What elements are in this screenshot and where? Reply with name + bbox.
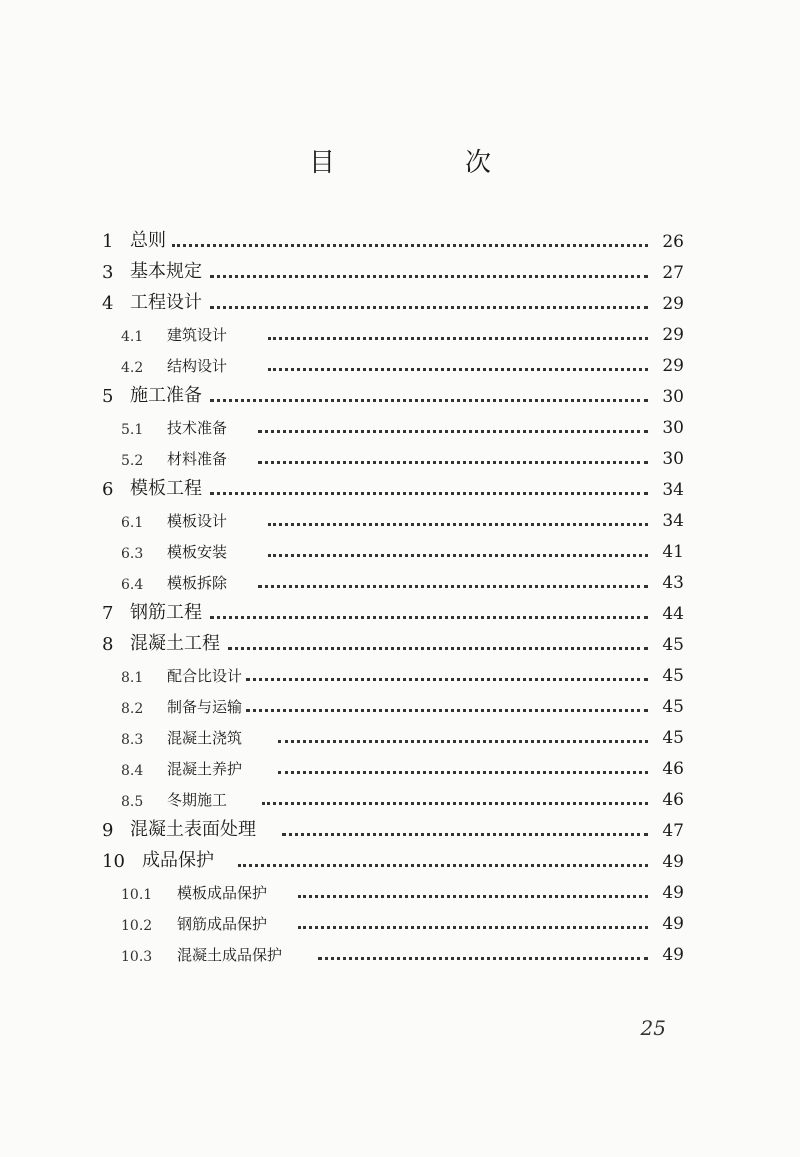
toc-entry-number: 5.2	[121, 453, 144, 469]
toc-leader	[246, 678, 648, 681]
toc-entry-page: 49	[662, 914, 684, 934]
toc-entry-page: 46	[662, 759, 684, 779]
toc-entry-number: 10	[102, 851, 125, 872]
toc-entry-label: 配合比设计	[167, 667, 243, 685]
toc-leader	[282, 833, 648, 836]
toc-entry-label: 结构设计	[167, 357, 228, 375]
toc-entry[interactable]	[0, 907, 800, 937]
toc-entry-number: 8.5	[121, 794, 144, 810]
toc-entry[interactable]	[0, 535, 800, 565]
toc-entry-number: 8.4	[121, 763, 144, 779]
toc-entry-label: 建筑设计	[167, 326, 228, 344]
toc-entry[interactable]	[0, 814, 800, 844]
toc-leader	[172, 244, 648, 247]
toc-entry-label: 钢筋工程	[130, 602, 202, 623]
toc-entry[interactable]	[0, 256, 800, 286]
toc-entry-number: 4.2	[121, 360, 144, 376]
toc-entry[interactable]	[0, 442, 800, 472]
toc-entry[interactable]	[0, 349, 800, 379]
toc-entry-number: 5	[102, 386, 114, 407]
toc-entry-number: 10.1	[121, 887, 153, 903]
toc-entry-page: 49	[662, 852, 684, 872]
toc-entry-page: 27	[662, 263, 684, 283]
toc-entry-number: 7	[102, 603, 114, 624]
toc-entry-label: 混凝土表面处理	[130, 819, 256, 840]
toc-entry[interactable]	[0, 380, 800, 410]
toc-entry-page: 45	[662, 697, 684, 717]
toc-entry[interactable]	[0, 659, 800, 689]
toc-entry-number: 6.3	[121, 546, 144, 562]
toc-entry-page: 41	[662, 542, 684, 562]
toc-entry-page: 30	[662, 449, 684, 469]
toc-entry-number: 1	[102, 231, 114, 252]
toc-entry-page: 29	[662, 356, 684, 376]
toc-entry-page: 30	[662, 418, 684, 438]
toc-entry-number: 10.3	[121, 949, 153, 965]
toc-entry-page: 45	[662, 635, 684, 655]
toc-entry-number: 4.1	[121, 329, 144, 345]
toc-leader	[210, 275, 648, 278]
toc-entry-label: 钢筋成品保护	[177, 915, 268, 933]
toc-leader	[210, 399, 648, 402]
toc-leader	[238, 864, 648, 867]
toc-entry-number: 4	[102, 293, 114, 314]
toc-leader	[268, 523, 648, 526]
toc-leader	[318, 957, 648, 960]
toc-entry[interactable]	[0, 411, 800, 441]
toc-entry-number: 9	[102, 820, 114, 841]
toc-entry-number: 8.3	[121, 732, 144, 748]
toc-entry-page: 47	[662, 821, 684, 841]
toc-entry[interactable]	[0, 876, 800, 906]
toc-leader	[258, 461, 648, 464]
toc-entry-page: 34	[662, 480, 684, 500]
toc-leader	[268, 337, 648, 340]
toc-entry-label: 模板安装	[167, 543, 228, 561]
toc-entry-page: 34	[662, 511, 684, 531]
toc-entry-number: 8.1	[121, 670, 144, 686]
toc-entry-page: 49	[662, 945, 684, 965]
toc-entry-page: 44	[662, 604, 684, 624]
toc-entry-label: 基本规定	[130, 261, 202, 282]
toc-entry[interactable]	[0, 473, 800, 503]
toc-entry-page: 45	[662, 728, 684, 748]
toc-entry-label: 成品保护	[142, 850, 214, 871]
toc-entry[interactable]	[0, 504, 800, 534]
toc-leader	[258, 430, 648, 433]
toc-entry[interactable]	[0, 597, 800, 627]
toc-entry-page: 46	[662, 790, 684, 810]
toc-leader	[268, 554, 648, 557]
toc-entry-page: 26	[662, 232, 684, 252]
toc-entry-label: 技术准备	[167, 419, 228, 437]
toc-entry-label: 混凝土养护	[167, 760, 243, 778]
toc-entry-label: 材料准备	[167, 450, 228, 468]
toc-entry-label: 总则	[130, 230, 166, 251]
toc-entry[interactable]	[0, 287, 800, 317]
toc-entry-number: 10.2	[121, 918, 153, 934]
toc-entry-label: 模板设计	[167, 512, 228, 530]
toc-entry-page: 29	[662, 325, 684, 345]
toc-leader	[258, 585, 648, 588]
toc-entry-number: 8	[102, 634, 114, 655]
toc-entry[interactable]	[0, 225, 800, 255]
toc-entry[interactable]	[0, 938, 800, 968]
toc-entry-page: 29	[662, 294, 684, 314]
toc-entry-label: 模板工程	[130, 478, 202, 499]
toc-leader	[210, 616, 648, 619]
page-title: 目 次	[308, 148, 543, 178]
toc-entry-number: 6.4	[121, 577, 144, 593]
toc-entry-number: 3	[102, 262, 114, 283]
toc-leader	[228, 647, 648, 650]
toc-entry[interactable]	[0, 721, 800, 751]
toc-entry-number: 8.2	[121, 701, 144, 717]
toc-leader	[210, 306, 648, 309]
toc-entry-label: 冬期施工	[167, 791, 228, 809]
toc-entry[interactable]	[0, 628, 800, 658]
toc-entry-number: 6	[102, 479, 114, 500]
toc-leader	[268, 368, 648, 371]
toc-leader	[298, 895, 648, 898]
toc-entry-page: 30	[662, 387, 684, 407]
toc-leader	[262, 802, 648, 805]
toc-leader	[278, 740, 648, 743]
toc-leader	[246, 709, 648, 712]
toc-entry-label: 施工准备	[130, 385, 202, 406]
toc-leader	[278, 771, 648, 774]
toc-entry[interactable]	[0, 690, 800, 720]
toc-entry-label: 制备与运输	[167, 698, 243, 716]
toc-entry-page: 49	[662, 883, 684, 903]
toc-entry-number: 6.1	[121, 515, 144, 531]
toc-entry[interactable]	[0, 845, 800, 875]
toc-entry-page: 43	[662, 573, 684, 593]
toc-leader	[298, 926, 648, 929]
toc-entry-label: 混凝土成品保护	[177, 946, 283, 964]
toc-entry-label: 混凝土工程	[130, 633, 220, 654]
toc-entry[interactable]	[0, 318, 800, 348]
toc-entry[interactable]	[0, 752, 800, 782]
toc-entry-number: 5.1	[121, 422, 144, 438]
toc-entry-page: 45	[662, 666, 684, 686]
toc-entry[interactable]	[0, 566, 800, 596]
toc-entry-label: 混凝土浇筑	[167, 729, 243, 747]
toc-entry-label: 模板拆除	[167, 574, 228, 592]
toc-entry[interactable]	[0, 783, 800, 813]
toc-leader	[210, 492, 648, 495]
page-number: 25	[640, 1016, 666, 1040]
toc-entry-label: 模板成品保护	[177, 884, 268, 902]
toc-entry-label: 工程设计	[130, 292, 202, 313]
